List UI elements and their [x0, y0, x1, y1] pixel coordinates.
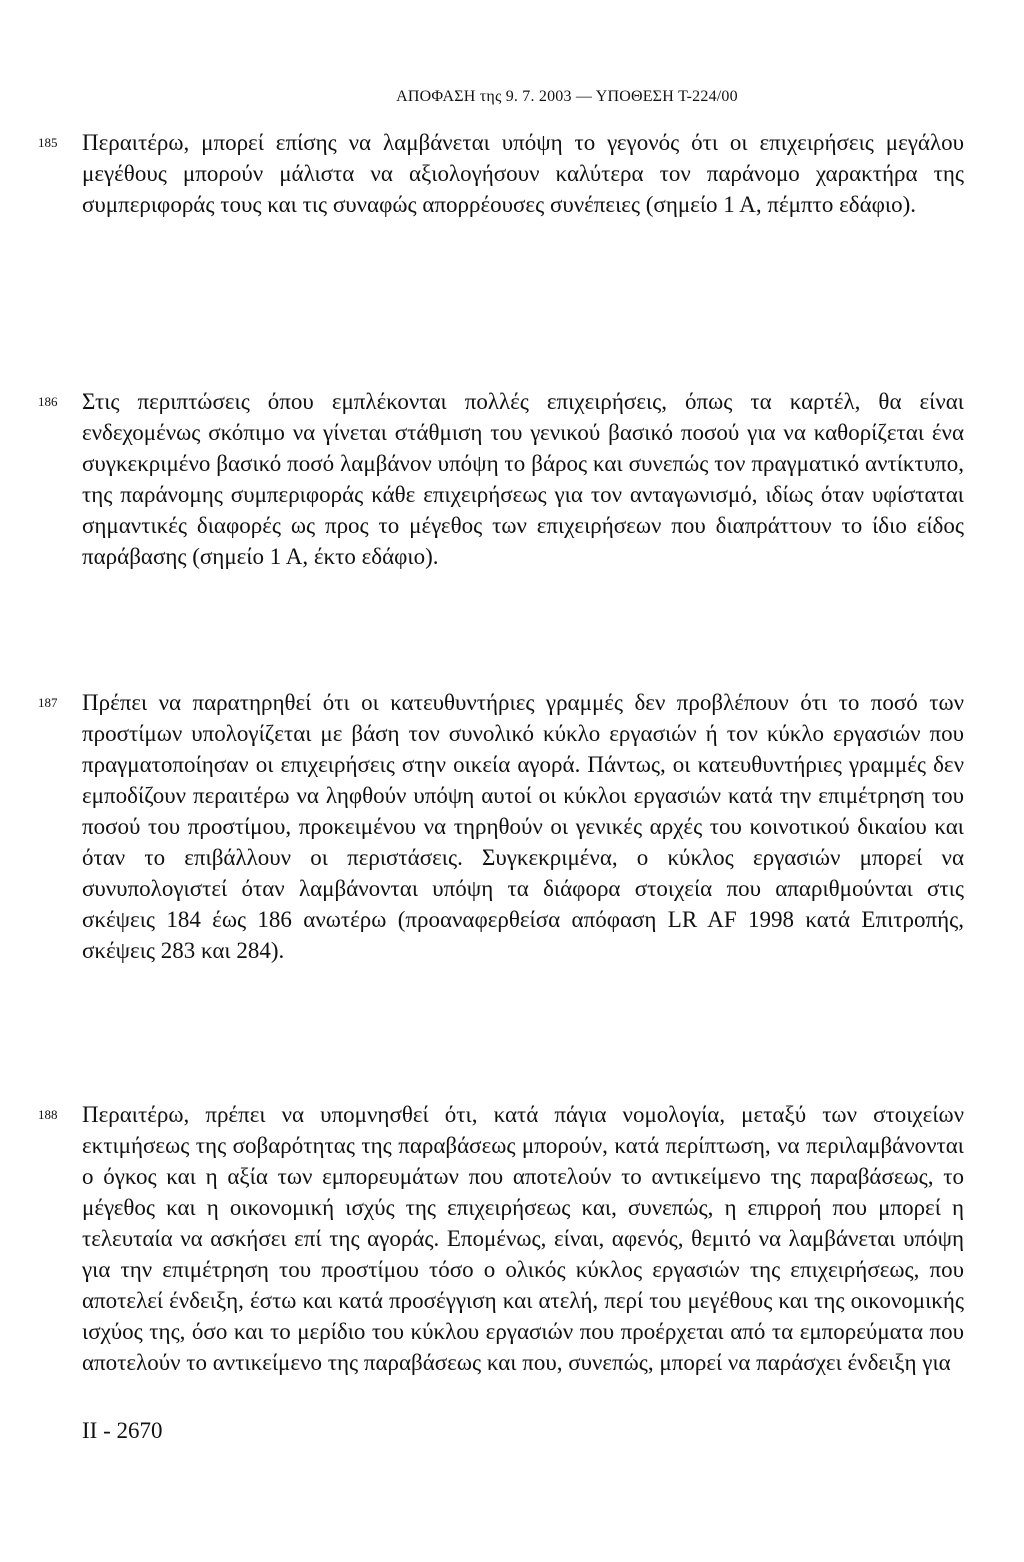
- paragraph-text: Στις περιπτώσεις όπου εμπλέκονται πολλές επιχειρήσεις, όπως τα καρτέλ, θα είναι ενδεχομένως σκόπιμο να γίνεται στάθμιση του γενικού βασικό ποσού για να καθορίζεται ένα συγκεκριμένο βασικό ποσό λαμβάνον υπόψη το βάρος και συνεπώς τον πραγματικό αντίκτυπο, της παράνομης συμπεριφοράς κάθε επιχειρήσεως για τον ανταγωνισμό, ιδίως όταν υφίσταται σημαντικές διαφορές ως προς το μέγεθος των επιχειρήσεων που διαπράττουν το ίδιο είδος παράβασης (σημείο 1 Α, έκτο εδάφιο).: [82, 389, 964, 569]
- paragraph-text: Περαιτέρω, μπορεί επίσης να λαμβάνεται υπόψη το γεγονός ότι οι επιχειρήσεις μεγάλου μεγέθους μπορούν μάλιστα να αξιολογήσουν καλύτερα τον παράνομο χαρακτήρα της συμπεριφοράς τους και τις συναφώς απορρέουσες συνέπειες (σημείο 1 Α, πέμπτο εδάφιο).: [82, 130, 964, 217]
- paragraph-text: Περαιτέρω, πρέπει να υπομνησθεί ότι, κατά πάγια νομολογία, μεταξύ των στοιχείων εκτιμήσεως της σοβαρότητας της παραβάσεως μπορούν, κατά περίπτωση, να περιλαμβάνονται ο όγκος και η αξία των εμπορευμάτων που αποτελούν το αντικείμενο της παραβάσεως, το μέγεθος και η οικονομική ισχύς της επιχειρήσεως και, συνεπώς, η επιρροή που μπορεί η τελευταία να ασκήσει επί της αγοράς. Επομένως, είναι, αφενός, θεμιτό να λαμβάνεται υπόψη για την επιμέτρηση του προστίμου τόσο ο ολικός κύκλος εργασιών της επιχειρήσεως, που αποτελεί ένδειξη, έστω και κατά προσέγγιση και ατελή, περί του μεγέθους και της οικονομικής ισχύος της, όσο και το μερίδιο του κύκλου εργασιών που προέρχεται από τα εμπορεύματα που αποτελούν το αντικείμενο της παραβάσεως και που, συνεπώς, μπορεί να παράσχει ένδειξη για: [82, 1102, 964, 1375]
- paragraph-number: 187: [38, 695, 58, 710]
- paragraph-number: 185: [38, 135, 58, 150]
- paragraph-text: Πρέπει να παρατηρηθεί ότι οι κατευθυντήριες γραμμές δεν προβλέπουν ότι το ποσό των προστίμων υπολογίζεται με βάση τον συνολικό κύκλο εργασιών ή τον κύκλο εργασιών που πραγματοποίησαν οι επιχειρήσεις στην οικεία αγορά. Πάντως, οι κατευθυντήριες γραμμές δεν εμποδίζουν περαιτέρω να ληφθούν υπόψη αυτοί οι κύκλοι εργασιών κατά την επιμέτρηση του ποσού του προστίμου, προκειμένου να τηρηθούν οι γενικές αρχές του κοινοτικού δικαίου και όταν το επιβάλλουν οι περιστάσεις. Συγκεκριμένα, ο κύκλος εργασιών μπορεί να συνυπολογιστεί όταν λαμβάνονται υπόψη τα διάφορα στοιχεία που απαριθμούνται στις σκέψεις 184 έως 186 ανωτέρω (προαναφερθείσα απόφαση LR AF 1998 κατά Επιτροπής, σκέψεις 283 και 284).: [82, 690, 964, 963]
- page-number: II - 2670: [82, 1418, 163, 1443]
- paragraph-number: 188: [38, 1107, 58, 1122]
- paragraph-number: 186: [38, 394, 58, 409]
- running-header: ΑΠΟΦΑΣΗ της 9. 7. 2003 — ΥΠΟΘΕΣΗ T-224/00: [396, 88, 738, 105]
